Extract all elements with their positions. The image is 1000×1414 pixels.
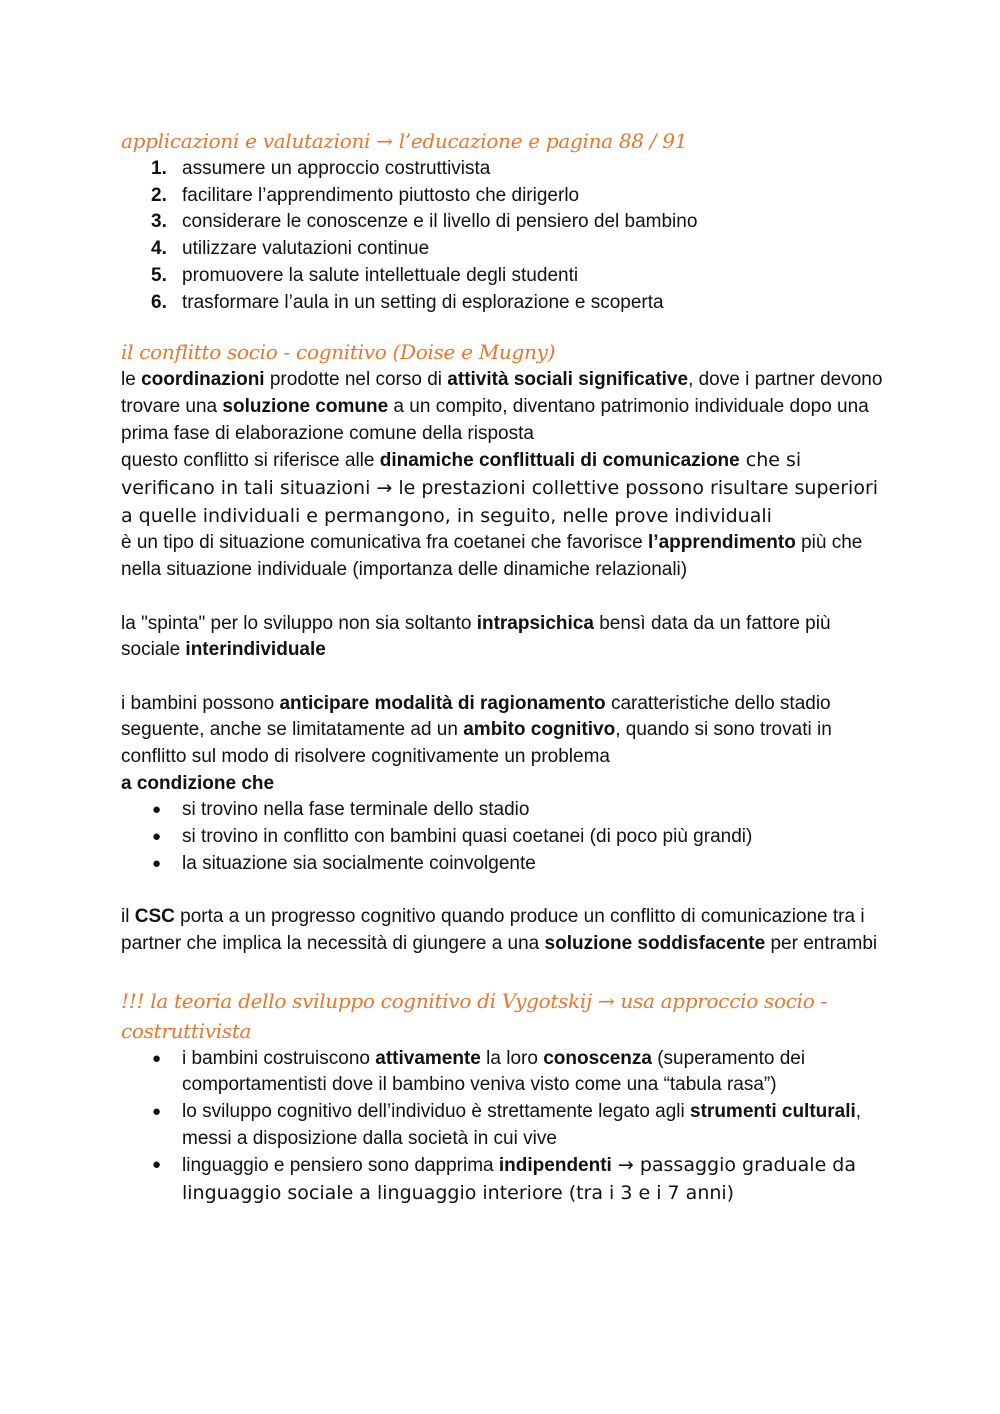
section-heading-conflitto: il conflitto socio - cognitivo (Doise e Mugny) (121, 340, 556, 365)
list-item-text: utilizzare valutazioni continue (182, 238, 430, 260)
bullet-icon: ● (152, 828, 162, 846)
text-run: → passaggio graduale da linguaggio sociale a linguaggio interiore (tra i 3 e i 7 anni) (182, 1154, 857, 1205)
text-run: per entrambi (765, 932, 878, 954)
text-run: , dove i partner devono trovare una (121, 369, 883, 417)
bullet-icon: ● (152, 1103, 162, 1121)
list-item-text: si trovino in conflitto con bambini quasi coetanei (di poco più grandi) (182, 826, 753, 848)
condition-label (121, 771, 891, 798)
list-item-text: si trovino nella fase terminale dello stadio (182, 799, 530, 821)
bold-term: soluzione comune (222, 395, 389, 417)
bold-term: intrapsichica (476, 612, 594, 634)
list-item (121, 156, 891, 183)
list-item (121, 236, 891, 263)
bold-term: interindividuale (185, 639, 326, 661)
document-content (121, 126, 891, 1208)
text-run: (superamento dei comportamentisti dove il bambino veniva visto come una “tabula rasa”) (182, 1047, 806, 1096)
text-run: il (121, 906, 135, 928)
text-run: è un tipo di situazione comunicativa fra coetanei che favorisce (121, 532, 649, 554)
text-run: la "spinta" per lo sviluppo non sia soltanto (121, 612, 477, 634)
bold-term: ambito cognitivo (463, 719, 616, 741)
spacer (121, 664, 891, 691)
bullet-list-conditions (121, 797, 891, 877)
bullet-icon: ● (152, 1156, 162, 1174)
list-item-text: promuovere la salute intellettuale degli studenti (182, 264, 579, 286)
bold-term: a condizione che (121, 772, 275, 794)
text-run: porta a un progresso cognitivo quando produce un conflitto di comunicazione tra i partner che implica la necessità di giungere a una (121, 906, 865, 954)
list-item (121, 183, 891, 210)
bullet-icon: ● (152, 1049, 162, 1067)
list-item (121, 851, 891, 878)
text-run: , quando si sono trovati in conflitto sul modo di risolvere cognitivamente un problema (121, 719, 832, 768)
paragraph-anticipare (121, 691, 891, 771)
text-run: a un compito, diventano patrimonio individuale dopo una prima fase di elaborazione comune della risposta (121, 395, 869, 444)
bullet-icon: ● (152, 854, 162, 872)
list-item (121, 1046, 891, 1099)
text-run: più che nella situazione individuale (importanza delle dinamiche relazionali) (121, 532, 863, 581)
numbered-list-applicazioni (121, 156, 891, 316)
bold-term: attività sociali significative (447, 369, 689, 391)
paragraph-spinta (121, 611, 891, 664)
text-run: prodotte nel corso di (264, 369, 448, 391)
section-heading-applicazioni: applicazioni e valutazioni → l’educazione e pagina 88 / 91 (121, 129, 688, 153)
text-run: la loro (480, 1047, 544, 1069)
spacer (121, 584, 891, 611)
list-number: 4. (151, 238, 167, 260)
bullet-icon: ● (152, 801, 162, 819)
list-item-text: considerare le conoscenze e il livello di pensiero del bambino (182, 211, 698, 233)
list-item (121, 824, 891, 851)
text-run: caratteristiche dello stadio seguente, anche se limitatamente ad un (121, 692, 831, 741)
text-run: che si verificano in tali situazioni → le prestazioni collettive possono risultare superiori a quelle individuali e permangono, in seguito, nelle prove individuali (121, 449, 879, 527)
bold-term: l’apprendimento (648, 532, 796, 554)
list-item-text: la situazione sia socialmente coinvolgente (182, 852, 536, 874)
list-number: 2. (151, 184, 167, 206)
list-item-text: trasformare l’aula in un setting di esplorazione e scoperta (182, 291, 664, 313)
bold-term: strumenti culturali (690, 1101, 856, 1123)
list-item (121, 209, 891, 236)
text-run: lo sviluppo cognitivo dell’individuo è strettamente legato agli (182, 1101, 691, 1123)
bold-term: anticipare modalità di ragionamento (279, 692, 606, 714)
list-item (121, 1152, 891, 1207)
list-number: 5. (151, 264, 167, 286)
list-item (121, 290, 891, 317)
list-number: 3. (151, 211, 167, 233)
text-run: le (121, 369, 142, 391)
text-run: , messi a disposizione dalla società in cui vive (182, 1101, 862, 1149)
paragraph-apprendimento (121, 530, 891, 583)
list-item (121, 263, 891, 290)
bold-term: conoscenza (543, 1047, 652, 1069)
spacer (121, 878, 891, 905)
list-number: 1. (151, 158, 167, 179)
bullet-list-vygotskij (121, 1046, 891, 1208)
text-run: bensì data da un fattore più sociale (121, 612, 831, 661)
text-run: i bambini possono (121, 692, 280, 714)
bold-term: dinamiche conflittuali di comunicazione (379, 450, 740, 472)
paragraph-dinamiche (121, 447, 891, 530)
paragraph-coordinazioni (121, 367, 891, 447)
bold-term: CSC (134, 906, 175, 928)
bold-term: attivamente (375, 1047, 481, 1069)
text-run: i bambini costruiscono (182, 1047, 376, 1069)
text-run: questo conflitto si riferisce alle (121, 450, 380, 472)
bold-term: coordinazioni (141, 369, 265, 391)
paragraph-csc (121, 904, 891, 957)
list-item (121, 797, 891, 824)
list-number: 6. (151, 291, 167, 313)
bold-term: soluzione soddisfacente (544, 932, 766, 954)
section-heading-vygotskij: !!! la teoria dello sviluppo cognitivo di Vygotskij → usa approccio socio - costruttivista (121, 988, 827, 1043)
list-item-text: facilitare l’apprendimento piuttosto che dirigerlo (182, 184, 580, 206)
text-run: linguaggio e pensiero sono dapprima (182, 1155, 499, 1177)
list-item-text: assumere un approccio costruttivista (182, 158, 491, 179)
bold-term: indipendenti (498, 1155, 612, 1177)
list-item (121, 1099, 891, 1152)
